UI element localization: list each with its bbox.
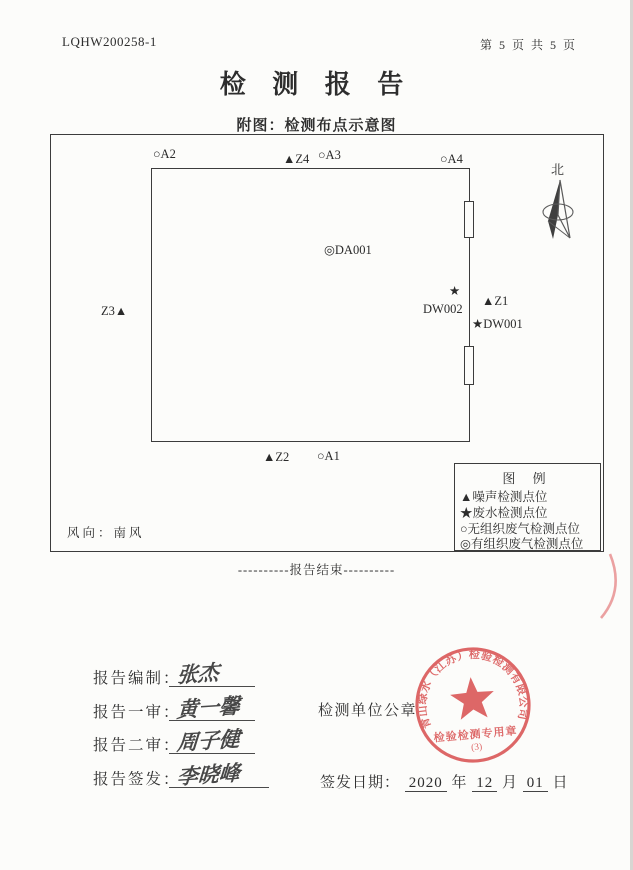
- gate-marker-upper: [464, 201, 474, 238]
- legend-item: ★废水检测点位: [460, 505, 548, 520]
- north-label: 北: [551, 162, 565, 177]
- handwritten-signature: 周子健: [176, 726, 241, 756]
- signature-row: [93, 660, 220, 692]
- monitoring-point: Z3▲: [101, 304, 128, 318]
- stray-seal-arc: [586, 550, 620, 622]
- monitoring-point: ○A3: [318, 148, 341, 162]
- seal-number-text: (3): [470, 742, 483, 754]
- monitoring-point: ○A1: [317, 449, 340, 463]
- monitoring-point: ▲Z1: [482, 294, 509, 308]
- day-unit: 日: [552, 775, 569, 791]
- gate-marker-lower: [464, 346, 474, 385]
- official-seal-label: 检测单位公章: [318, 703, 418, 719]
- monitoring-point: ○A4: [440, 152, 463, 166]
- seal-star-icon: [449, 675, 496, 720]
- monitoring-point: ▲Z2: [263, 450, 290, 464]
- seal-purpose-text: 检验检测专用章: [433, 725, 518, 745]
- handwritten-signature: 黄一馨: [176, 693, 241, 723]
- site-layout-diagram: [50, 134, 604, 552]
- monitoring-point: ▲Z4: [283, 152, 310, 166]
- year-unit: 年: [451, 775, 468, 791]
- issue-day: 01: [523, 775, 548, 792]
- monitoring-point: ◎DA001: [324, 243, 372, 257]
- issue-month: 12: [472, 775, 497, 792]
- issue-date-label: 签发日期：: [320, 775, 401, 791]
- monitoring-point: ★: [449, 284, 461, 298]
- page-indicator: 第 5 页 共 5 页: [479, 38, 577, 52]
- issue-date-line: [320, 771, 569, 792]
- monitoring-point: ○A2: [153, 147, 176, 161]
- monitoring-point: DW002: [423, 302, 463, 316]
- legend-box: [454, 463, 601, 551]
- signature-line: [169, 727, 255, 754]
- page-title: 检 测 报 告: [219, 70, 414, 99]
- signature-label: 报告二审：: [93, 737, 181, 754]
- compass-icon: [539, 177, 577, 245]
- wind-direction: 风向：南风: [67, 526, 145, 540]
- legend-items: [455, 487, 600, 553]
- monitoring-point: ★DW001: [472, 317, 523, 331]
- signature-row: [93, 693, 241, 726]
- legend-item: ▲噪声检测点位: [460, 490, 548, 504]
- report-number: LQHW200258-1: [62, 34, 157, 49]
- issue-year: 2020: [405, 775, 447, 792]
- report-end-marker: ----------报告结束----------: [237, 563, 396, 577]
- seal-company-name: 青山绿水（江苏）检验检测有限公司: [416, 648, 530, 731]
- company-seal-stamp: [403, 635, 544, 776]
- signature-line: [169, 694, 255, 721]
- handwritten-signature: 张杰: [176, 660, 220, 688]
- signature-row: [93, 760, 241, 793]
- signature-line: [169, 660, 255, 687]
- legend-item: ○无组织废气检测点位: [460, 521, 581, 536]
- legend-item: ◎有组织废气检测点位: [460, 537, 584, 552]
- signature-line: [169, 761, 269, 788]
- handwritten-signature: 李晓峰: [176, 760, 241, 790]
- diagram-caption: 附图：检测布点示意图: [236, 118, 397, 134]
- month-unit: 月: [502, 775, 519, 791]
- signature-label: 报告签发：: [93, 771, 181, 788]
- legend-title: 图 例: [502, 471, 553, 486]
- signature-label: 报告一审：: [93, 704, 181, 721]
- signature-label: 报告编制：: [93, 670, 181, 687]
- signature-row: [93, 726, 241, 759]
